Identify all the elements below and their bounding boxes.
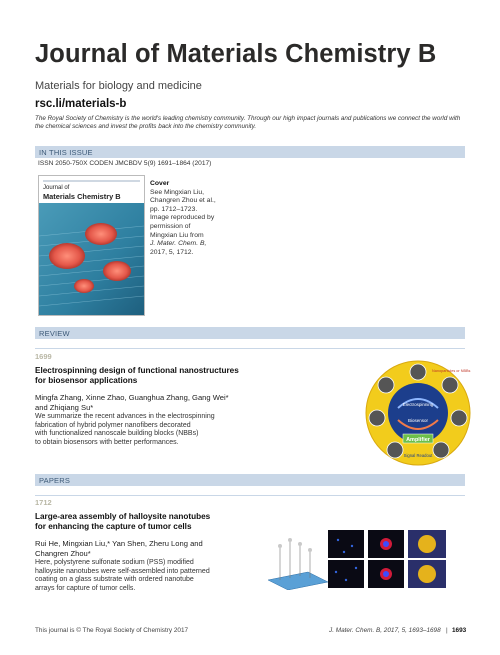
graphic-amplifier: Amplifier [406, 437, 430, 443]
papers-toc-graphic[interactable] [268, 528, 470, 590]
review-authors-1: Mingfa Zhang, Xinne Zhao, Guanghua Zhang, Gang Wei* [35, 393, 229, 402]
footer-citation: J. Mater. Chem. B, 2017, 5, 1693–1698 [329, 627, 441, 634]
journal-subtitle: Materials for biology and medicine [35, 80, 202, 92]
papers-title-2[interactable]: for enhancing the capture of tumor cells [35, 522, 192, 531]
in-this-issue-band [35, 146, 465, 158]
cover-text-6: Mingxian Liu from [150, 231, 204, 239]
review-abstract-3: with functionalized nanoscale building blocks (NBBs) [35, 430, 199, 438]
papers-rule [35, 495, 465, 496]
review-abstract-1: We summarize the recent advances in the electrospinning [35, 413, 215, 420]
review-page-number[interactable]: 1699 [35, 352, 52, 361]
review-band [35, 327, 465, 339]
footer-copyright: This journal is © The Royal Society of Chemistry 2017 [35, 627, 189, 634]
cover-text-2: Changren Zhou et al., [150, 197, 216, 205]
papers-page-number[interactable]: 1712 [35, 498, 52, 507]
review-rule [35, 348, 465, 349]
journal-url[interactable]: rsc.li/materials-b [35, 98, 127, 110]
cover-text-1: See Mingxian Liu, [150, 188, 205, 196]
footer-page-number: 1693 [452, 627, 467, 634]
review-article [35, 366, 335, 447]
cover-text-7: J. Mater. Chem. B, [150, 240, 207, 248]
rsc-blurb: The Royal Society of Chemistry is the world's leading chemistry community. Through our high impact journals and publications we connect the world with the chemical sciences and invest the profits back into the chemistry community. [35, 115, 461, 130]
issn-line: ISSN 2050-750X CODEN JMCBDV 5(9) 1691–1864 (2017) [38, 160, 212, 167]
papers-band [35, 474, 465, 486]
journal-title: Journal of Materials Chemistry B [35, 40, 437, 68]
review-heading: REVIEW [39, 328, 70, 338]
cover-label: Cover [150, 180, 170, 187]
papers-authors-1: Rui He, Mingxian Liu,* Yan Shen, Zheru Long and [35, 539, 203, 548]
cover-caption [150, 180, 220, 257]
graphic-center-1: Electrospinning [402, 402, 434, 407]
papers-abstract-2: halloysite nanotubes were self-assembled into patterned [35, 567, 210, 575]
review-title-2[interactable]: for biosensor applications [35, 376, 138, 385]
papers-abstract-3: coating on a glass substrate with ordered nanotube [35, 576, 194, 584]
cover-text-8: 2017, 5, 1712. [150, 248, 194, 256]
cover-thumb-title-2: Materials Chemistry B [43, 192, 121, 201]
cover-text-3: pp. 1712–1723. [150, 205, 198, 213]
review-abstract-4: to obtain biosensors with better performances. [35, 438, 179, 446]
papers-abstract-1: Here, polystyrene sulfonate sodium (PSS) modified [35, 559, 194, 566]
graphic-center-2: Biosensor [407, 418, 429, 423]
in-this-issue-heading: IN THIS ISSUE [39, 147, 93, 157]
graphic-top: Nanoparticles or NBBs [432, 369, 471, 373]
cover-thumb-title-1: Journal of [43, 185, 70, 191]
cover-thumbnail[interactable] [38, 175, 145, 316]
papers-heading: PAPERS [39, 475, 71, 485]
review-toc-graphic[interactable] [365, 360, 471, 466]
review-authors-2: and Zhiqiang Su* [35, 402, 94, 412]
papers-title-1[interactable]: Large-area assembly of halloysite nanotubes [35, 512, 211, 521]
cover-text-4: Image reproduced by [150, 214, 215, 222]
papers-abstract-4: arrays for capture of tumor cells. [35, 584, 136, 592]
graphic-signal: Signal Readout [403, 453, 433, 458]
review-abstract-2: fabrication of hybrid polymer nanofibers decorated [35, 421, 191, 429]
papers-authors-2: Changren Zhou* [35, 548, 91, 558]
review-title-1[interactable]: Electrospinning design of functional nanostructures [35, 366, 239, 375]
cover-text-5: permission of [150, 222, 191, 230]
footer-separator: | [446, 627, 448, 634]
